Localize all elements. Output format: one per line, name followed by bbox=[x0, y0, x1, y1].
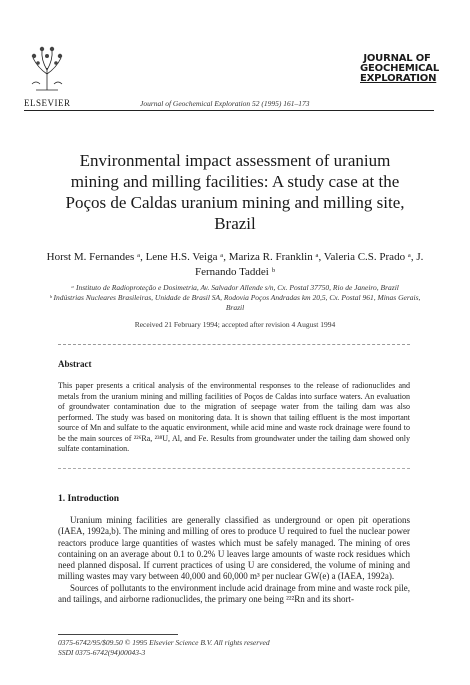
affiliation: ᵇ Indústrias Nucleares Brasileiras, Unidade de Brasil SA, Rodovia Poços Andradas km 20,5, Cx. Postal 961, Minas Gerais, Brazil bbox=[49, 293, 421, 312]
abstract-heading: Abstract bbox=[58, 359, 92, 369]
footer-line: 0375-6742/95/$09.50 © 1995 Elsevier Science B.V. All rights reserved bbox=[58, 638, 270, 647]
elsevier-tree-logo bbox=[26, 44, 68, 94]
journal-title-line: GEOCHEMICAL bbox=[360, 63, 440, 74]
section-divider bbox=[58, 468, 410, 469]
publisher-name: ELSEVIER bbox=[24, 98, 71, 108]
affiliations bbox=[40, 283, 430, 313]
affiliation: ᵃ Instituto de Radioproteção e Dosimetria, Av. Salvador Allende s/n, Cx. Postal 37750, Rio de Janeiro, Brazil bbox=[71, 283, 399, 292]
received-dates: Received 21 February 1994; accepted after revision 4 August 1994 bbox=[134, 320, 336, 329]
footer-rule bbox=[58, 634, 178, 635]
journal-citation: Journal of Geochemical Exploration 52 (1995) 161–173 bbox=[140, 99, 310, 108]
paragraph: Sources of pollutants to the environment include acid drainage from mine and waste rock pile, and tailings, and airborne radionuclides, the primary one being ²²²Rn and its short- bbox=[58, 582, 410, 605]
article-title: Environmental impact assessment of uranium mining and milling facilities: A study case at the Poços de Caldas uranium mining and milling site, Brazil bbox=[65, 151, 405, 233]
introduction-heading: 1. Introduction bbox=[58, 494, 120, 504]
journal-title-line: JOURNAL OF bbox=[363, 53, 431, 64]
journal-title bbox=[360, 53, 440, 84]
author-list: Horst M. Fernandes ᵃ, Lene H.S. Veiga ᵃ, Mariza R. Franklin ᵃ, Valeria C.S. Prado ᵃ, J. Fernando Taddei ᵇ bbox=[46, 251, 424, 278]
copyright-footer bbox=[58, 638, 410, 657]
header-rule bbox=[24, 110, 434, 111]
journal-title-line: EXPLORATION bbox=[360, 73, 437, 84]
footer-line: SSDI 0375-6742(94)00043-3 bbox=[58, 647, 146, 657]
introduction-body bbox=[58, 515, 410, 605]
abstract-text: This paper presents a critical analysis of the environmental responses to the release of radionuclides and metals from the uranium mining and milling facilities of Poços de Caldas into surface waters. An evaluation of groundwater contamination due to the migration of seepage water from the tailing dam was also performed. The study was based on monitoring data. It is shown that tailing effluent is the most important source of Mn and sulfate to the aquatic environment, while acid mine and waste rock drainage were found to be the main sources of ²²⁶Ra, ²³⁸U, Al, and Fe. Results from groundwater under the tailing dam showed only sulfate contamination. bbox=[58, 381, 410, 453]
paragraph: Uranium mining facilities are generally classified as underground or open pit operations (IAEA, 1992a,b). The mining and milling of ores to produce U required to fuel the nuclear power reactors produce large quantities of wastes which must be safely managed. The mining of ores containing on an average about 0.1 to 0.2% U leaves large amounts of waste rock residues which need planned disposal. If current practices of using U are considered, the volume of mining and milling wastes may vary between 40,000 and 60,000 m³ per nuclear GW(e) a (IAEA, 1992a). bbox=[58, 515, 410, 582]
section-divider bbox=[58, 344, 410, 345]
